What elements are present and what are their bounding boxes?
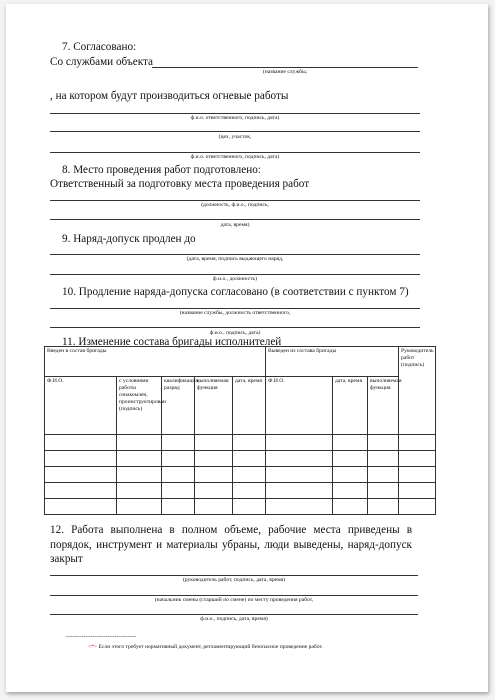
footnote-rule: --------------------------------: [66, 634, 137, 640]
line-s10-1: [50, 308, 420, 309]
services-label: Со службами объекта: [50, 56, 153, 68]
object-text: , на котором будут производиться огневые работы: [50, 90, 289, 102]
section-7-title: 7. Согласовано:: [62, 41, 137, 53]
table-row: [45, 483, 436, 499]
line-s7-3: [50, 152, 420, 153]
note-shift: (начальник смены (старший по смене) по месту проведения работ,: [154, 597, 314, 603]
note-fio-sign-date-2: ф.и.о. ответственного, подпись, дата): [190, 154, 280, 160]
brigade-table: [44, 346, 436, 515]
line-s12-2: [50, 595, 418, 596]
footnote-mark: <*>: [88, 644, 98, 650]
note-service-position: (название службы, должность ответственного,: [179, 310, 291, 316]
col-in-fio: Ф.И.О.: [45, 377, 117, 435]
table-row: [45, 451, 436, 467]
col-in-datetime: дата, время: [233, 377, 266, 435]
col-out-function: выполняемая функция: [368, 377, 399, 435]
table-row: [45, 499, 436, 515]
responsible-label: Ответственный за подготовку места проведения работ: [50, 178, 310, 190]
table-row: [45, 467, 436, 483]
line-s10-2: [50, 327, 420, 328]
col-out-datetime: дата, время: [333, 377, 368, 435]
section-12-text: 12. Работа выполнена в полном объеме, рабочие места приведены в порядок, инструмент и материалы убраны, люди выведены, наряд-допуск закрыт: [50, 524, 412, 565]
line-s12-1: [50, 575, 418, 576]
line-s7-1: [50, 113, 420, 114]
note-head: (руководитель работ, подпись, дата, время): [182, 577, 286, 583]
line-s9-2: [50, 274, 420, 275]
col-in-qualification: квалификация, разряд: [162, 377, 195, 435]
section-11-title: 11. Изменение состава бригады исполнителей: [62, 336, 282, 348]
note-shop: (цех, участок,: [218, 134, 252, 140]
note-datetime: дата, время): [220, 222, 250, 228]
note-position: (должность, ф.и.о., подпись,: [201, 202, 269, 208]
col-in-briefed: с условиями работы ознакомлен, проинструктирован (подпись): [117, 377, 162, 435]
line-s7-2: [50, 131, 420, 132]
line-s8-1: [50, 200, 420, 201]
footnote-text: Если этого требует нормативный документ, регламентирующий безопасное проведение работ.: [97, 644, 323, 650]
line-s9-1: [50, 254, 420, 255]
col-out-fio: Ф.И.О.: [266, 377, 333, 435]
footnote: [88, 644, 323, 650]
line-s12-3: [50, 614, 418, 615]
note-service-name: (название службы,: [262, 69, 308, 75]
note-issuer: (дата, время, подпись выдающего наряд,: [186, 256, 284, 262]
note-fio: ф.и.о., подпись, дата, время): [200, 616, 268, 622]
note-fio-position: ф.и.о., должность): [213, 276, 257, 282]
section-10-title: 10. Продление наряда-допуска согласовано (в соответствии с пунктом 7): [62, 286, 409, 298]
in-header: Введен в состав бригады: [45, 347, 266, 377]
note-fio-sign-date: ф.и.о., подпись, дата): [209, 330, 261, 336]
services-line: [152, 67, 418, 68]
out-header: Выведен из состава бригады: [266, 347, 399, 377]
section-8-title: 8. Место проведения работ подготовлено:: [62, 164, 261, 176]
line-s8-2: [50, 219, 420, 220]
supervisor-header: Руководитель работ (подпись): [399, 347, 436, 435]
col-in-function: выполняемая функция: [195, 377, 233, 435]
table-row: [45, 435, 436, 451]
section-9-title: 9. Наряд-допуск продлен до: [62, 233, 196, 245]
note-fio-sign-date-1: ф.и.о. ответственного, подпись, дата): [190, 115, 280, 121]
